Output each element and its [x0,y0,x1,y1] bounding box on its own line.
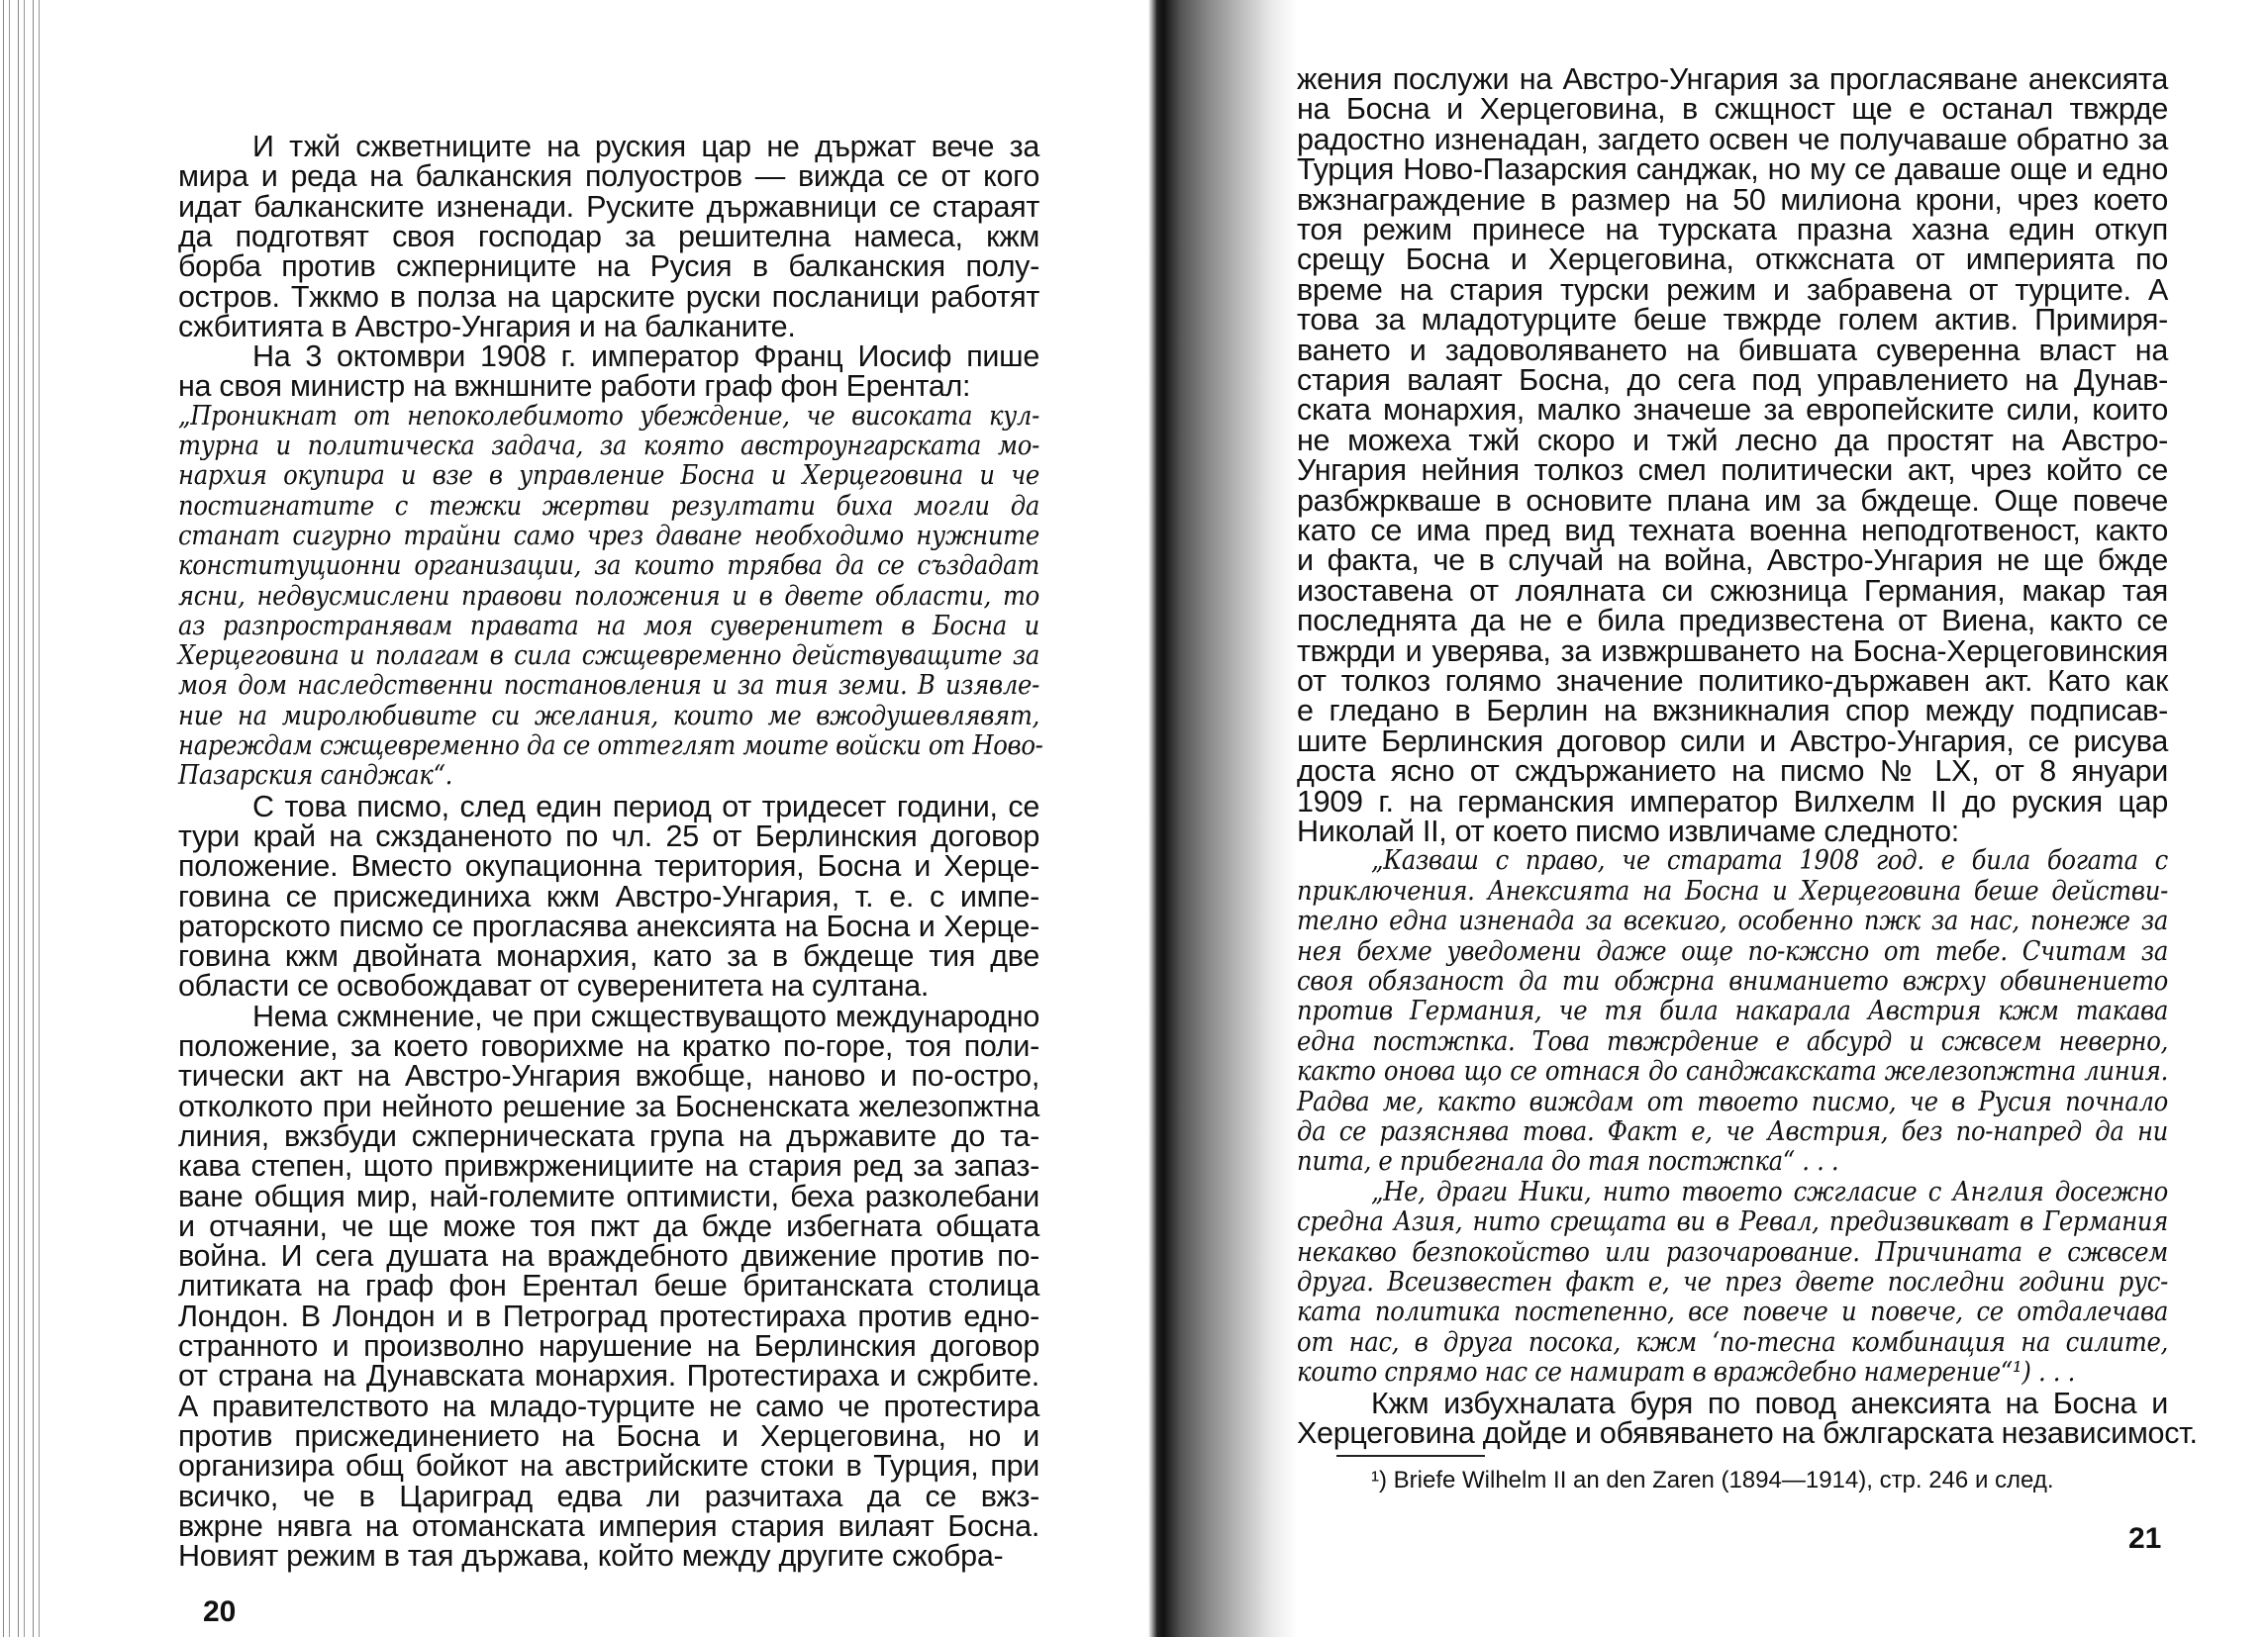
quoted-text-line: една постжпка. Това твжрдение е абсурд и сжвсем неверно, [1297,1025,2168,1057]
body-text-line: остров. Тжкмо в полза на царските руски посланици работят [178,279,1039,314]
body-text-line: твжрди и уверява, за извжршването на Босна-Херцеговинския [1297,633,2168,668]
body-text-line: Новият режим в тая държава, който между другите сжобра- [178,1539,1004,1574]
quoted-text-line: друга. Всеизвестен факт е, че през двете последни години рус- [1297,1267,2168,1298]
body-text-line: Нема сжмнение, че при сжществуващото международно [252,999,1039,1033]
quoted-text-line: нареждам сжщевременно да се оттеглят моите войски от Ново- [178,730,1043,761]
quoted-text-line: постигнатите с тежки жертви резултати биха могли да [178,490,1039,522]
body-text-line: е гледано в Берлин на вжзникналия спор между подписав- [1297,694,2168,728]
body-text-line: Кжм избухналата буря по повод анексията на Босна и [1371,1386,2168,1420]
body-text-line: вжзнаграждение в размер на 50 милиона крони, чрез което [1297,182,2168,217]
body-text-line: радостно изненадан, загдето освен че получаваше обратно за [1297,122,2168,156]
quoted-text-line: нея бехме уведомени даже още по-кжсно от тебе. Считам за [1297,935,2168,967]
body-text-line: идат балканските изненади. Руските държавници се стараят [178,189,1039,224]
body-text-line: последнята да не е била предизвестена от Виена, както се [1297,604,2168,638]
body-text-line: да подготвят своя господар за решителна намеса, кжм [178,219,1039,253]
body-text-line: като се има пред вид техната военна неподготвеност, както [1297,514,2168,547]
body-text-line: това за младотурците беше твжрде голем актив. Примиря- [1297,303,2168,337]
body-text-line: отколкото при нейното решение за Босненската железопжтна [178,1089,1039,1123]
body-text-line: И тжй сжветниците на руския цар не държат вече за [252,130,1039,163]
body-text-line: Херцеговина дойде и обявяването на бжлгарската независимост. [1297,1416,2198,1450]
body-text-line: странното и произволно нарушение на Берлинския договор [178,1329,1039,1363]
body-text-line: раторското писмо се прогласява анексията на Босна и Херце- [178,909,1039,943]
body-text-line: тури край на сжзданеното по чл. 25 от Берлинския договор [178,818,1039,853]
quoted-text-line: телно една изненада за всекиго, особенно пжк за нас, понеже за [1297,906,2168,937]
body-text-line: литиката на граф фон Ерентал беше британската столица [178,1269,1039,1303]
body-text-line: ската монархия, малко значеше за европейските сили, които [1297,393,2168,428]
quoted-text-line: станат сигурно трайни само чрез даване необходимо нужните [178,520,1039,551]
quoted-text-line: ние на миролюбивите си желания, които ме вжодушевлявят, [178,700,1039,731]
body-text-line: изоставена от лоялната си сжюзница Германия, макар тая [1297,573,2168,608]
body-text-line: ване общия мир, най-големите оптимисти, беха разколебани [178,1179,1039,1213]
body-text-line: срещу Босна и Херцеговина, откжсната от империята по [1297,242,2168,277]
body-text-line: на своя министр на вжншните работи граф фон Ерентал: [178,369,971,404]
body-text-line: Унгария нейния толкоз смел политически акт, чрез който се [1297,453,2168,488]
quoted-text-line: Пазарския санджак“. [178,760,452,792]
quoted-text-line: приключения. Анексията на Босна и Херцеговина беше действи- [1297,875,2168,907]
quoted-text-line: ясни, недвусмислени правови положения и в двете области, то [178,580,1039,612]
body-text-line: от толкоз голямо значение политико-държавен акт. Като как [1297,664,2168,698]
body-text-line: сжбитията в Австро-Унгария и на балканите. [178,309,796,343]
body-text-line: всичко, че в Цариград едва ли разчитаха да се вжз- [178,1479,1039,1513]
body-text-line: от страна на Дунавската монархия. Протестираха и сжрбите. [178,1359,1039,1394]
quoted-text-line: конституционни организации, за които трябва да се създадат [178,550,1039,582]
body-text-line: ването и задоволяването на бившата суверенна власт на [1297,333,2168,367]
body-text-line: мира и реда на балканския полуостров — вижда се от кого [178,159,1039,194]
quoted-text-line: да се разяснява това. Факт е, че Австрия, без по-напред да ни [1297,1116,2168,1147]
quoted-text-line: Радва ме, както виждам от твоето писмо, че в Русия почнало [1297,1086,2168,1117]
body-text-line: области се освобождават от суверенитета на султана. [178,969,930,1004]
body-text-line: На 3 октомври 1908 г. император Франц Иосиф пише [252,339,1039,374]
body-text-line: А правителството на младо-турците не само че протестира [178,1389,1039,1423]
body-text-line: шите Берлинския договор сили и Австро-Унгария, се рисува [1297,723,2168,758]
body-text-line: против присжединението на Босна и Херцеговина, но и [178,1418,1039,1453]
body-text-line: време на стария турски режим и забравена от турците. А [1297,272,2168,307]
quoted-text-line: пита, е прибегнала до тая постжпка“ . . . [1297,1146,1839,1178]
quoted-text-line: моя дом наследственни постановления и за тия земи. В изявле- [178,670,1039,702]
body-text-line: говина кжм двойната монархия, като за в бждеще тия две [178,939,1039,974]
body-text-line: война. И сега душата на враждебното движение против по- [178,1239,1039,1274]
body-text-line: доста ясно от сждържанието на писмо № LX, от 8 януари [1297,754,2168,789]
body-text-line: Николай II, от което писмо извличаме следното: [1297,815,1959,848]
body-text-line: жения послужи на Австро-Унгария за прогласяване анексията [1297,62,2168,96]
body-text-line: тоя режим принесе на турската празна хазна един откуп [1297,213,2168,246]
right-page [1297,0,2198,1637]
body-text-line: организира общ бойкот на австрийските стоки в Турция, при [178,1449,1039,1484]
left-page [178,0,1043,1637]
quoted-text-line: турна и политическа задача, за която австроунгарската мо- [178,431,1039,461]
quoted-text-line: против Германия, че тя била накарала Австрия кжм такава [1297,996,2168,1027]
body-text-line: 1909 г. на германския император Вилхелм II до руския цар [1297,784,2168,818]
footnote: ¹) Briefe Wilhelm II an den Zaren (1894—1914), стр. 246 и след. [1371,1467,2054,1493]
footnote-rule [1336,1455,1485,1457]
body-text-line: говина се присжединиха кжм Австро-Унгария, т. е. с импе- [178,879,1039,914]
quoted-text-line: Херцеговина и полагам в сила сжщевременно действуващите за [178,640,1039,672]
body-text-line: кава степен, щото привжрженициите на стария ред за запаз- [178,1149,1039,1184]
body-text-line: вжрне нявга на отоманската империя стария вилаят Босна. [178,1508,1039,1543]
body-text-line: и отчаяни, че ще може тоя пжт да бжде избегната общата [178,1208,1039,1243]
page-edge-stack [0,0,48,1637]
body-text-line: на Босна и Херцеговина, в сжщност ще е останал твжрде [1297,92,2168,127]
quoted-text-line: „Казваш с право, че старата 1908 год. е била богата с [1371,845,2168,877]
body-text-line: тически акт на Австро-Унгария вжобще, наново и по-остро, [178,1059,1039,1094]
body-text-line: не можеха тжй скоро и тжй лесно да простят на Австро- [1297,423,2168,457]
quoted-text-line: както онова що се отнася до санджакската железопжтна линия. [1297,1056,2168,1088]
quoted-text-line: некакво безпокойство или разочарование. Причината е сжвсем [1297,1236,2168,1268]
body-text-line: борба против сжперниците на Русия в балканския полу- [178,249,1039,284]
quoted-text-line: ката политика постепенно, все повече и повече, се отдалечава [1297,1297,2168,1328]
quoted-text-line: аз разпространявам правата на моя суверенитет в Босна и [178,610,1039,641]
body-text-line: стария валаят Босна, до сега под управлението на Дунав- [1297,363,2168,397]
body-text-line: и факта, че в случай на война, Австро-Унгария не ще бжде [1297,543,2168,578]
quoted-text-line: които спрямо нас се намират в враждебно намерение“¹) . . . [1297,1357,2076,1389]
book-gutter-shadow [1148,0,1297,1637]
quoted-text-line: средна Азия, нито срещата ви в Ревал, предизвикват в Германия [1297,1206,2168,1238]
body-text-line: С това писмо, след един период от тридесет години, се [252,789,1039,823]
quoted-text-line: нархия окупира и взе в управление Босна и Херцеговина и че [178,460,1039,492]
body-text-line: Турция Ново-Пазарския санджак, но му се даваше още и едно [1297,152,2168,187]
body-text-line: положение. Вместо окупационна територия, Босна и Херце- [178,849,1039,884]
body-text-line: Лондон. В Лондон и в Петроград протестираха против едно- [178,1299,1039,1333]
body-text-line: положение, за което говорихме на кратко по-горе, тоя поли- [178,1029,1039,1063]
quoted-text-line: от нас, в друга посока, кжм ‘по-тесна комбинация на силите, [1297,1326,2168,1358]
page-number-left: 20 [203,1595,237,1628]
body-text-line: линия, вжзбуди сжперническата група на държавите до та- [178,1118,1039,1153]
body-text-line: разбжркваше в основите плана им за бждеще. Още повече [1297,483,2168,518]
quoted-text-line: „Проникнат от непоколебимото убеждение, че високата кул- [178,400,1039,432]
quoted-text-line: „Не, драги Ники, нито твоето сжгласие с Англия досежно [1371,1176,2168,1207]
quoted-text-line: своя обязаност да ти обжрна вниманието вжрху обвинението [1297,966,2168,997]
page-number-right: 21 [2128,1522,2162,1555]
